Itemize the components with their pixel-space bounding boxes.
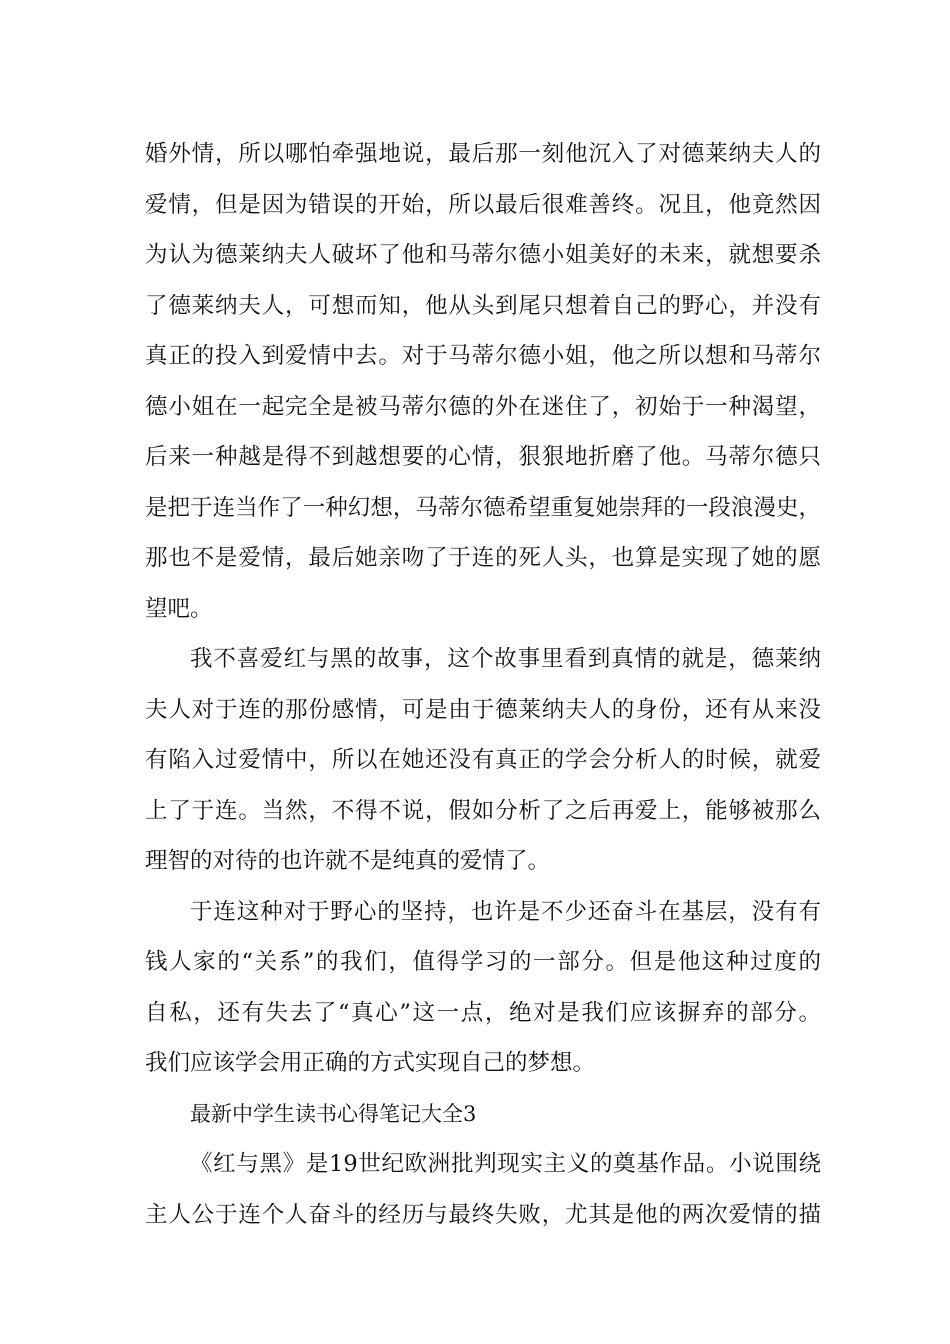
text-line: 后来一种越是得不到越想要的心情，狠狠地折磨了他。马蒂尔德只 — [145, 444, 821, 470]
paragraph-dislike — [145, 634, 821, 887]
text-line: 是把于连当作了一种幻想，马蒂尔德希望重复她崇拜的一段浪漫史， — [145, 494, 821, 521]
text-line: 钱人家的“关系”的我们，值得学习的一部分。但是他这种过度的 — [145, 949, 821, 975]
paragraph-ambition — [145, 887, 821, 1089]
text-line: 主人公于连个人奋斗的经历与最终失败，尤其是他的两次爱情的描 — [145, 1201, 821, 1228]
text-line: 自私，还有失去了“真心”这一点，绝对是我们应该摒弃的部分。 — [145, 999, 821, 1026]
paragraph-intro — [145, 1139, 821, 1240]
text-line: 有陷入过爱情中，所以在她还没有真正的学会分析人的时候，就爱 — [145, 747, 821, 773]
text-line: 爱情，但是因为错误的开始，所以最后很难善终。况且，他竟然因 — [145, 191, 821, 218]
paragraph-continued — [145, 129, 821, 634]
text-line: 理智的对待的也许就不是纯真的爱情了。 — [145, 848, 551, 874]
text-line: 了德莱纳夫人，可想而知，他从头到尾只想着自己的野心，并没有 — [145, 292, 821, 319]
text-line: 上了于连。当然，不得不说，假如分析了之后再爱上，能够被那么 — [145, 797, 821, 824]
text-line: 夫人对于连的那份感情，可是由于德莱纳夫人的身份，还有从来没 — [145, 696, 821, 723]
text-line: 婚外情，所以哪怕牵强地说，最后那一刻他沉入了对德莱纳夫人的 — [145, 141, 821, 167]
heading-text: 最新中学生读书心得笔记大全3 — [190, 1101, 477, 1126]
section-heading — [145, 1089, 821, 1140]
text-line: 德小姐在一起完全是被马蒂尔德的外在迷住了，初始于一种渴望， — [145, 393, 821, 420]
text-line: 真正的投入到爱情中去。对于马蒂尔德小姐，他之所以想和马蒂尔 — [145, 343, 821, 369]
text-line: 望吧。 — [145, 595, 213, 622]
text-line: 那也不是爱情，最后她亲吻了于连的死人头，也算是实现了她的愿 — [145, 545, 821, 571]
text-line: 《红与黑》是19世纪欧洲批判现实主义的奠基作品。小说围绕 — [190, 1151, 821, 1177]
text-line: 我们应该学会用正确的方式实现自己的梦想。 — [145, 1050, 596, 1076]
text-line: 于连这种对于野心的坚持，也许是不少还奋斗在基层，没有有 — [190, 898, 821, 925]
text-line: 我不喜爱红与黑的故事，这个故事里看到真情的就是，德莱纳 — [190, 646, 821, 672]
text-line: 为认为德莱纳夫人破坏了他和马蒂尔德小姐美好的未来，就想要杀 — [145, 242, 821, 268]
document-body — [145, 129, 821, 1240]
